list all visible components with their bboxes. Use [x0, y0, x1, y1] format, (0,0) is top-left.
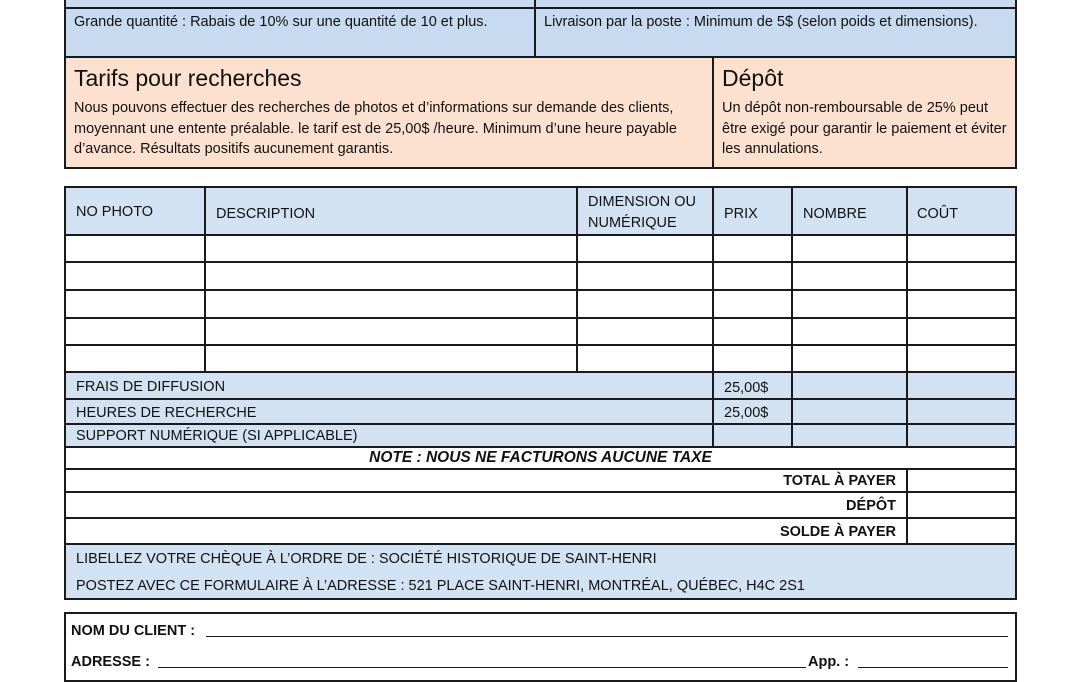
total-label: TOTAL À PAYER [783, 473, 896, 489]
table-header-row [66, 188, 1015, 236]
item-row[interactable] [66, 346, 1015, 373]
header-description: DESCRIPTION [216, 206, 316, 222]
address-label: ADRESSE : [71, 654, 150, 670]
header-dimension-line2: NUMÉRIQUE [588, 215, 677, 231]
address-field[interactable] [158, 653, 806, 668]
item-row[interactable] [66, 263, 1015, 291]
balance-row [66, 519, 1015, 545]
discount-delivery-strip [64, 0, 1017, 58]
deposit-row [66, 493, 1015, 519]
mail-instruction: POSTEZ AVEC CE FORMULAIRE À L’ADRESSE : 521 PLACE SAINT-HENRI, MONTRÉAL, QUÉBEC, H4C 2S1 [76, 578, 805, 594]
deposit-box [712, 58, 1017, 169]
fee-label: FRAIS DE DIFFUSION [76, 379, 226, 395]
deposit-body: Un dépôt non-remboursable de 25% peut être exigé pour garantir le paiement et éviter les annulations. [722, 100, 1007, 157]
apartment-field[interactable] [858, 653, 1008, 668]
fee-label: SUPPORT NUMÉRIQUE (SI APPLICABLE) [76, 428, 358, 444]
header-photo-number: NO PHOTO [76, 204, 154, 220]
fee-row-diffusion [66, 373, 1015, 400]
header-price: PRIX [724, 206, 758, 222]
item-row[interactable] [66, 236, 1015, 263]
apartment-label: App. : [808, 654, 850, 670]
tax-note: NOTE : NOUS NE FACTURONS AUCUNE TAXE [369, 449, 712, 466]
fee-price: 25,00$ [724, 380, 769, 396]
bulk-discount-text: Grande quantité : Rabais de 10% sur une quantité de 10 et plus. [66, 0, 536, 56]
deposit-label: DÉPÔT [846, 498, 896, 514]
fee-row-research-hours [66, 400, 1015, 425]
client-info-box [64, 612, 1017, 682]
order-table [64, 186, 1017, 600]
client-name-label: NOM DU CLIENT : [71, 623, 196, 639]
fee-price: 25,00$ [724, 405, 769, 421]
header-dimension-line1: DIMENSION OU [588, 194, 696, 210]
research-body: Nous pouvons effectuer des recherches de photos et d’informations sur demande des clients, moyennant une entente préalable. le tarif est de 25,00$ /heure. Minimum d’une heure payable d’avance. Résultats positifs aucunement garantis. [74, 100, 677, 157]
item-row[interactable] [66, 319, 1015, 346]
payment-instructions [66, 545, 1015, 598]
research-rates-box [64, 58, 714, 169]
total-row [66, 470, 1015, 493]
research-title: Tarifs pour recherches [74, 65, 302, 91]
fee-row-digital-support [66, 425, 1015, 448]
fee-label: HEURES DE RECHERCHE [76, 405, 257, 421]
client-name-field[interactable] [206, 622, 1008, 637]
postal-delivery-text: Livraison par la poste : Minimum de 5$ (selon poids et dimensions). [544, 14, 978, 30]
item-row[interactable] [66, 291, 1015, 319]
tax-note-row [66, 448, 1015, 470]
cheque-instruction: LIBELLEZ VOTRE CHÈQUE À L’ORDRE DE : SOCIÉTÉ HISTORIQUE DE SAINT-HENRI [76, 551, 657, 567]
balance-label: SOLDE À PAYER [779, 524, 896, 540]
header-quantity: NOMBRE [803, 206, 867, 222]
header-cost: COÛT [917, 206, 959, 222]
deposit-title: Dépôt [722, 65, 784, 91]
